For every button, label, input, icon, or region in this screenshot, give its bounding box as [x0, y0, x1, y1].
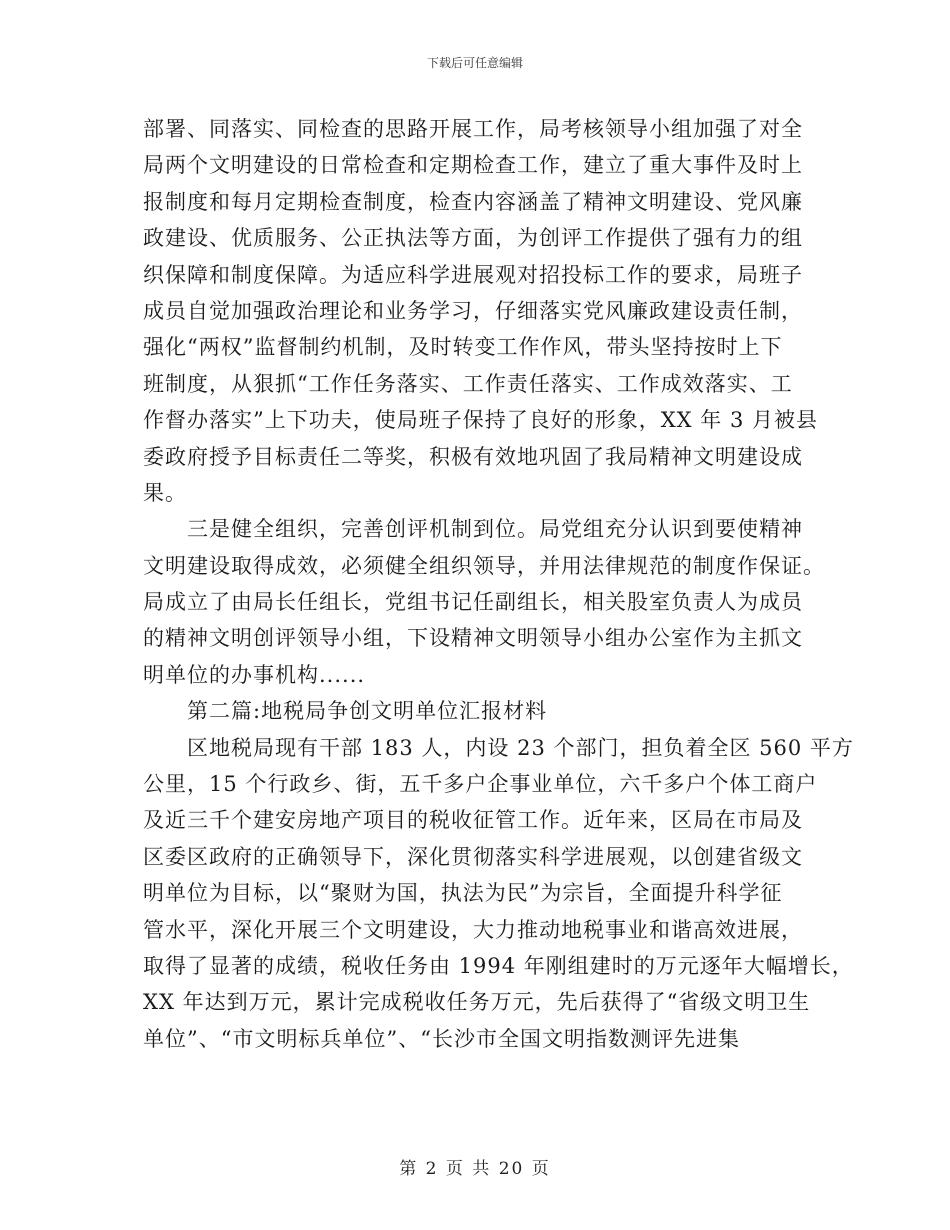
- text-line: 区委区政府的正确领导下，深化贯彻落实科学进展观，以创建省级文: [143, 844, 803, 869]
- text-line: 的精神文明创评领导小组，下设精神文明领导小组办公室作为主抓文: [143, 626, 803, 651]
- text-line: XX 年达到万元，累计完成税收任务万元，先后获得了“省级文明卫生: [143, 990, 811, 1015]
- text-line: 单位”、“市文明标兵单位”、“长沙市全国文明指数测评先进集: [143, 1026, 740, 1051]
- text-line: 委政府授予目标责任二等奖，积极有效地巩固了我局精神文明建设成: [143, 444, 803, 469]
- page-header: 下载后可任意编辑: [426, 56, 523, 70]
- text-line: 部署、同落实、同检查的思路开展工作，局考核领导小组加强了对全: [143, 117, 803, 141]
- text-line: 成员自觉加强政治理论和业务学习，仔细落实党风廉政建设责任制，: [143, 298, 803, 323]
- text-line: 果。: [143, 480, 187, 505]
- document-body: [143, 111, 854, 1057]
- text-line: 局两个文明建设的日常检查和定期检查工作，建立了重大事件及时上: [143, 153, 803, 178]
- text-line: 班制度，从狠抓“工作任务落实、工作责任落实、工作成效落实、工: [143, 371, 793, 396]
- text-line: 局成立了由局长任组长，党组书记任副组长，相关股室负责人为成员: [143, 590, 803, 615]
- text-line: 织保障和制度保障。为适应科学进展观对招投标工作的要求，局班子: [143, 262, 803, 287]
- text-line: 报制度和每月定期检查制度，检查内容涵盖了精神文明建设、党风廉: [143, 189, 803, 214]
- text-line: 取得了显著的成绩，税收任务由 1994 年刚组建时的万元逐年大幅增长，: [143, 953, 854, 978]
- text-line: 管水平，深化开展三个文明建设，大力推动地税事业和谐高效进展，: [143, 917, 803, 942]
- text-line: 政建设、优质服务、公正执法等方面，为创评工作提供了强有力的组: [143, 226, 803, 251]
- text-line: 文明建设取得成效，必须健全组织领导，并用法律规范的制度作保证。: [143, 553, 825, 578]
- text-line: 作督办落实”上下功夫，使局班子保持了良好的形象，XX 年 3 月被县: [143, 408, 819, 433]
- page-footer: 第 2 页 共 20 页: [399, 1159, 551, 1179]
- text-line: 公里，15 个行政乡、街，五千多户企事业单位，六千多户个体工商户: [143, 772, 818, 797]
- text-line: 强化“两权”监督制约机制，及时转变工作作风，带头坚持按时上下: [143, 335, 783, 360]
- text-line: 及近三千个建安房地产项目的税收征管工作。近年来，区局在市局及: [143, 808, 803, 833]
- text-line: 区地税局现有干部 183 人，内设 23 个部门，担负着全区 560 平方: [187, 735, 854, 760]
- text-line: 三是健全组织，完善创评机制到位。局党组充分认识到要使精神: [187, 517, 803, 542]
- text-line: 第二篇:地税局争创文明单位汇报材料: [187, 699, 548, 724]
- text-line: 明单位为目标，以“聚财为国，执法为民”为宗旨，全面提升科学征: [143, 881, 783, 906]
- text-line: 明单位的办事机构......: [143, 662, 366, 687]
